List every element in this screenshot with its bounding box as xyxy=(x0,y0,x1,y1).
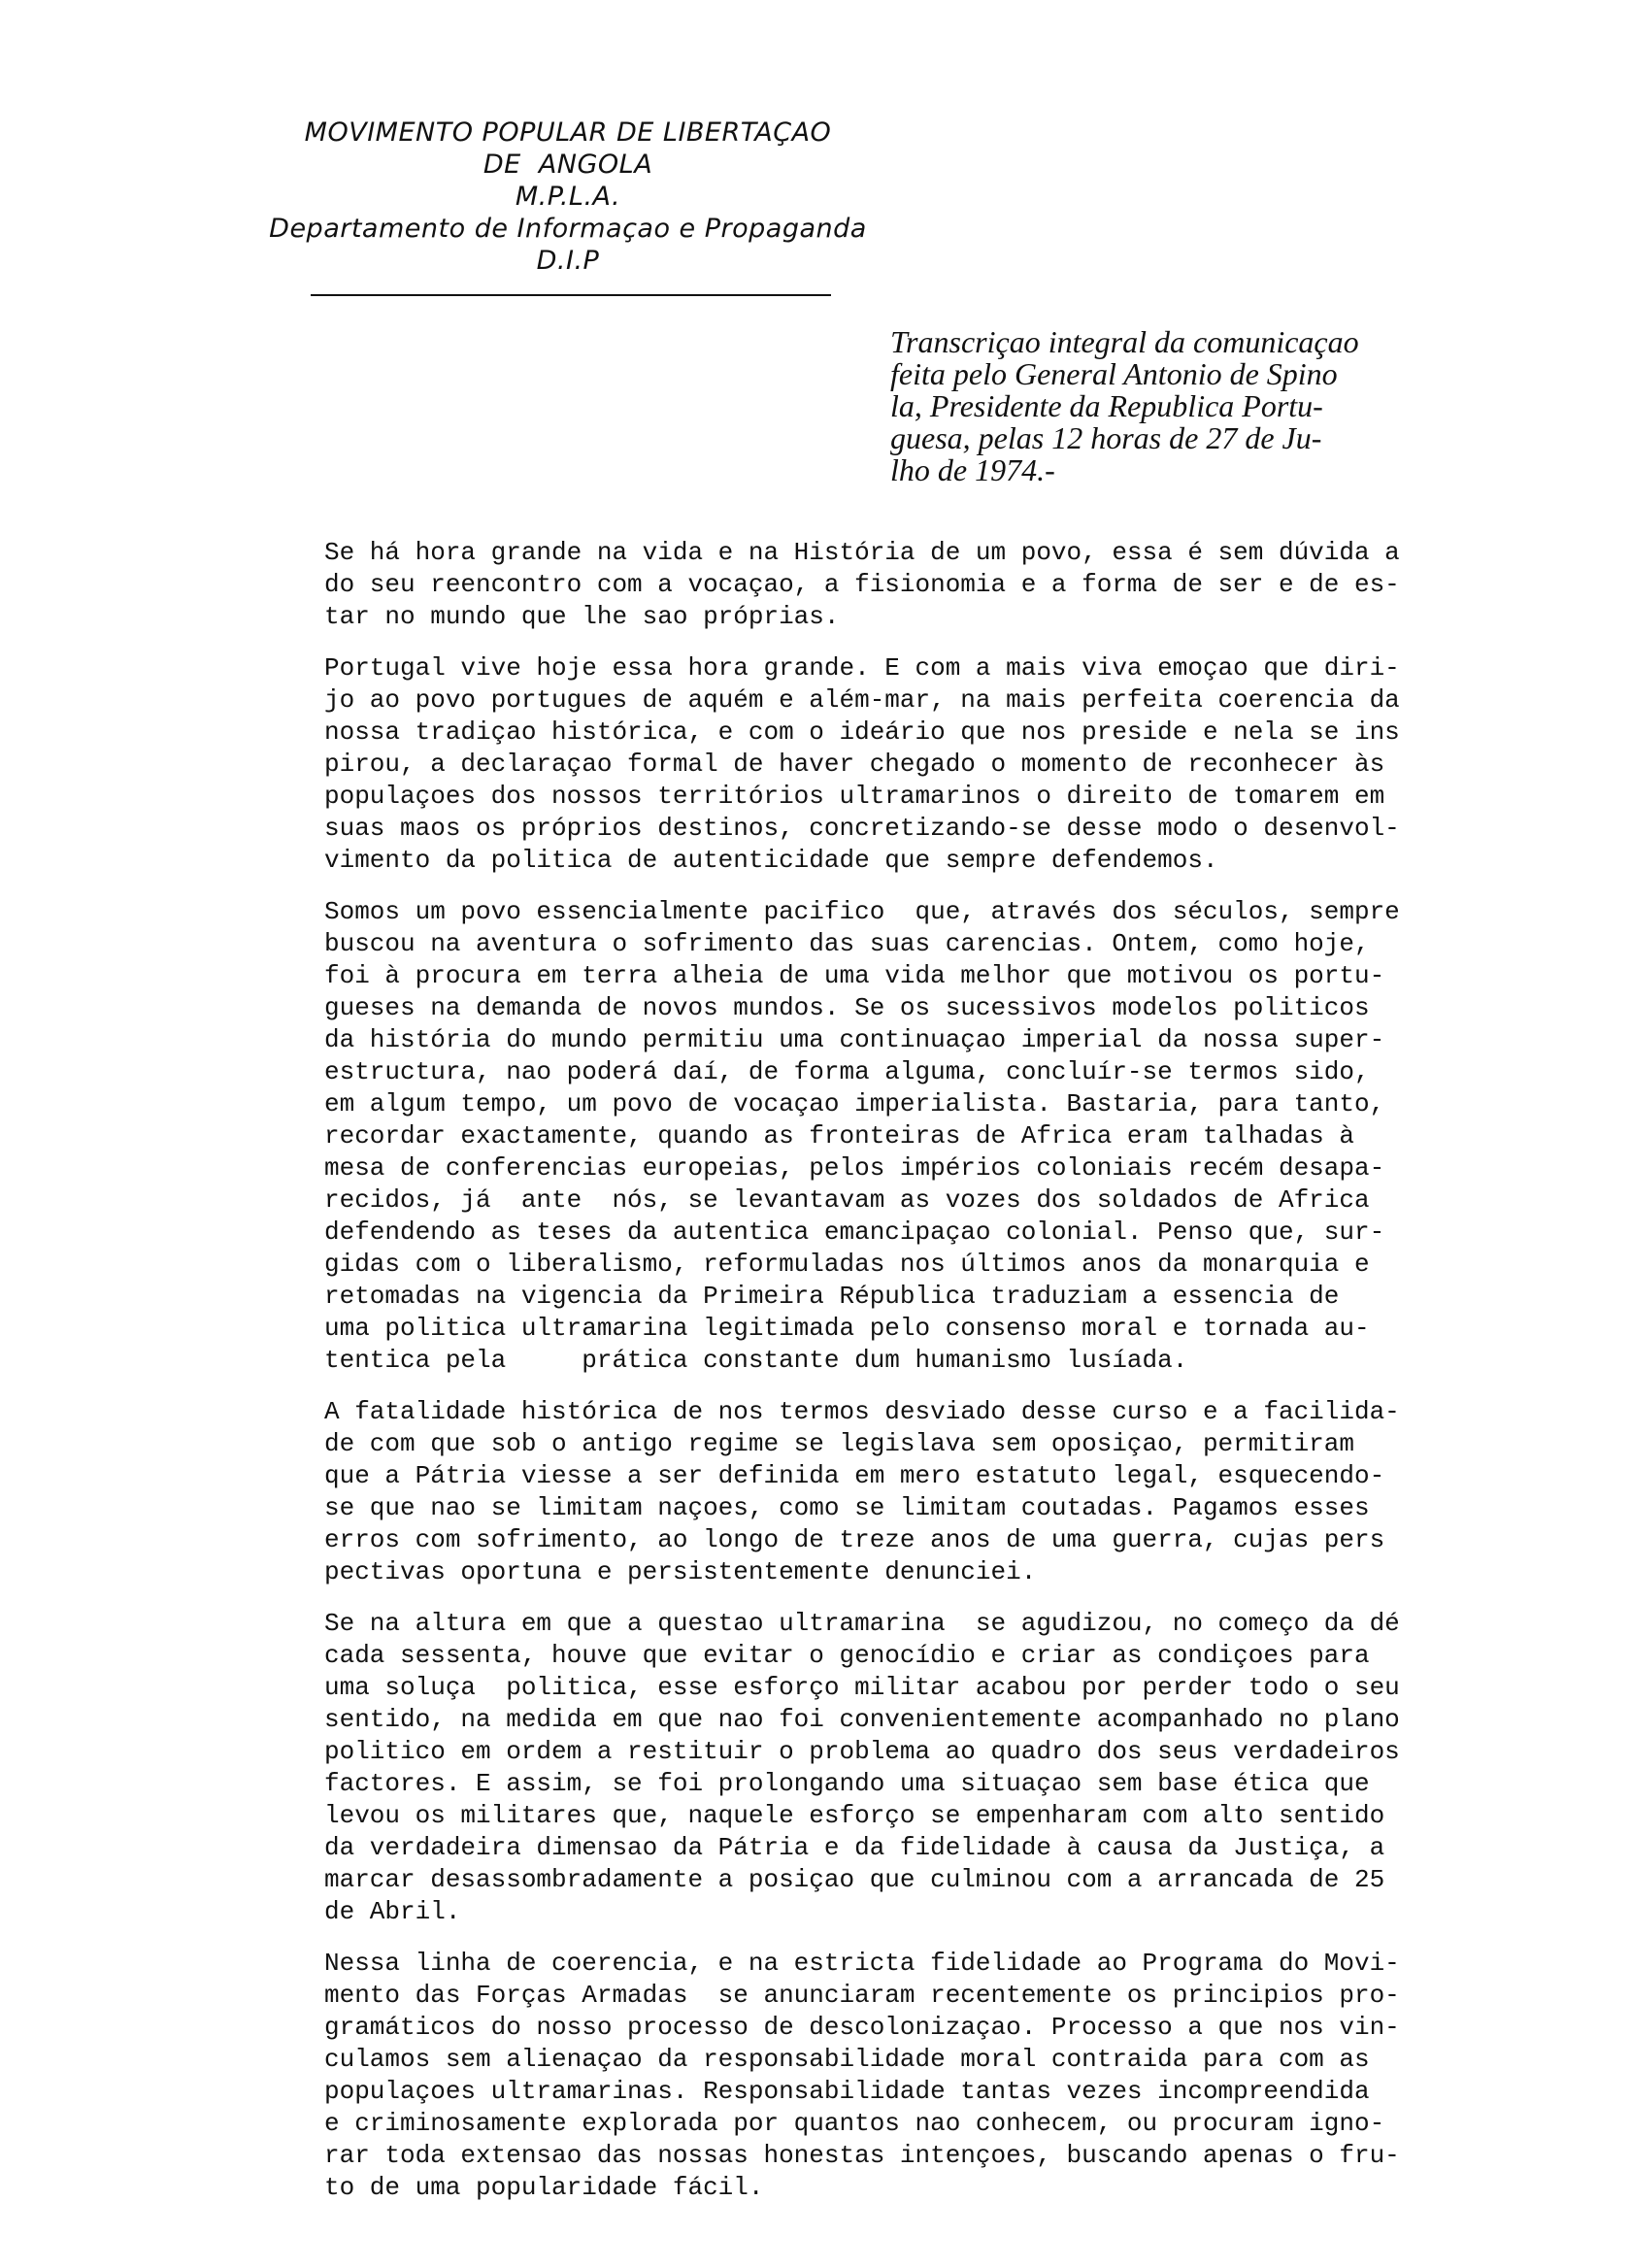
paragraph-line: levou os militares que, naquele esforço se empenharam com alto sentido xyxy=(324,1801,1385,1830)
paragraph-line: Nessa linha de coerencia, e na estricta fidelidade ao Programa do Movi- xyxy=(324,1949,1400,1978)
paragraph-line: tar no mundo que lhe sao próprias. xyxy=(324,602,840,631)
paragraph-line: culamos sem alienaçao da responsabilidade moral contraida para com as xyxy=(324,2045,1370,2074)
paragraph-line: suas maos os próprios destinos, concretizando-se desse modo o desenvol- xyxy=(324,814,1400,843)
paragraph-line: tentica pela prática constante dum humanismo lusíada. xyxy=(324,1346,1188,1375)
paragraph-line: defendendo as teses da autentica emancipaçao colonial. Penso que, sur- xyxy=(324,1217,1385,1247)
paragraph-line: Se há hora grande na vida e na História de um povo, essa é sem dúvida a xyxy=(324,538,1400,567)
paragraph-line: de Abril. xyxy=(324,1897,461,1926)
paragraph-line: buscou na aventura o sofrimento das suas carencias. Ontem, como hoje, xyxy=(324,929,1370,958)
letterhead-line: Departamento de Informaçao e Propaganda xyxy=(269,214,867,244)
paragraph-line: cada sessenta, houve que evitar o genocídio e criar as condiçoes para xyxy=(324,1641,1370,1670)
note-line: Transcriçao integral da comunicaçao xyxy=(890,324,1359,359)
paragraph xyxy=(324,1608,1586,1928)
paragraph-line: A fatalidade histórica de nos termos desviado desse curso e a facilida- xyxy=(324,1397,1400,1426)
paragraph-line: que a Pátria viesse a ser definida em mero estatuto legal, esquecendo- xyxy=(324,1461,1385,1490)
note-line: guesa, pelas 12 horas de 27 de Ju- xyxy=(890,420,1322,455)
paragraph-line: mesa de conferencias europeias, pelos impérios coloniais recém desapa- xyxy=(324,1153,1385,1183)
paragraph-line: estructura, nao poderá daí, de forma alguma, concluír-se termos sido, xyxy=(324,1057,1370,1086)
paragraph-line: e criminosamente explorada por quantos nao conhecem, ou procuram igno- xyxy=(324,2109,1385,2138)
paragraph-line: populaçoes dos nossos territórios ultramarinos o direito de tomarem em xyxy=(324,782,1385,811)
paragraph-line: gueses na demanda de novos mundos. Se os sucessivos modelos politicos xyxy=(324,993,1370,1022)
paragraph-line: rar toda extensao das nossas honestas intençoes, buscando apenas o fru- xyxy=(324,2141,1400,2170)
paragraph-line: pectivas oportuna e persistentemente denunciei. xyxy=(324,1557,1037,1586)
letterhead-line: M.P.L.A. xyxy=(515,182,621,212)
paragraph-line: recidos, já ante nós, se levantavam as vozes dos soldados de Africa xyxy=(324,1185,1370,1215)
paragraph-line: jo ao povo portugues de aquém e além-mar, na mais perfeita coerencia da xyxy=(324,685,1400,715)
paragraph-line: populaçoes ultramarinas. Responsabilidade tantas vezes incompreendida xyxy=(324,2077,1370,2106)
paragraph-line: gidas com o liberalismo, reformuladas nos últimos anos da monarquia e xyxy=(324,1250,1370,1279)
paragraph-line: sentido, na medida em que nao foi convenientemente acompanhado no plano xyxy=(324,1705,1400,1734)
paragraph-line: marcar desassombradamente a posiçao que culminou com a arrancada de 25 xyxy=(324,1865,1385,1894)
paragraph-line: politico em ordem a restituir o problema ao quadro dos seus verdadeiros xyxy=(324,1737,1400,1766)
letterhead-line: DE ANGOLA xyxy=(483,150,653,180)
paragraph-line: uma soluça politica, esse esforço militar acabou por perder todo o seu xyxy=(324,1673,1400,1702)
paragraph xyxy=(324,1396,1586,1588)
letterhead-divider xyxy=(311,294,831,296)
paragraph-line: mento das Forças Armadas se anunciaram recentemente os principios pro- xyxy=(324,1981,1400,2010)
paragraph-line: factores. E assim, se foi prolongando uma situaçao sem base ética que xyxy=(324,1769,1370,1798)
letterhead-line: D.I.P xyxy=(536,246,600,276)
paragraph-line: se que nao se limitam naçoes, como se limitam coutadas. Pagamos esses xyxy=(324,1493,1370,1522)
letterhead xyxy=(194,117,942,277)
letterhead-line: MOVIMENTO POPULAR DE LIBERTAÇAO xyxy=(304,117,832,148)
note-line: la, Presidente da Republica Portu- xyxy=(890,388,1323,423)
paragraph-line: de com que sob o antigo regime se legislava sem oposiçao, permitiram xyxy=(324,1429,1354,1458)
paragraph-line: da história do mundo permitiu uma continuaçao imperial da nossa super- xyxy=(324,1025,1385,1054)
paragraph-line: recordar exactamente, quando as fronteiras de Africa eram talhadas à xyxy=(324,1121,1354,1151)
paragraph-line: vimento da politica de autenticidade que sempre defendemos. xyxy=(324,846,1218,875)
paragraph-line: to de uma popularidade fácil. xyxy=(324,2173,764,2202)
paragraph-line: erros com sofrimento, ao longo de treze anos de uma guerra, cujas pers xyxy=(324,1525,1385,1554)
paragraph xyxy=(324,537,1586,633)
paragraph-line: do seu reencontro com a vocaçao, a fisionomia e a forma de ser e de es- xyxy=(324,570,1400,599)
note-line: lho de 1974.- xyxy=(890,452,1055,487)
paragraph-line: uma politica ultramarina legitimada pelo consenso moral e tornada au- xyxy=(324,1314,1370,1343)
paragraph-line: Somos um povo essencialmente pacifico que, através dos séculos, sempre xyxy=(324,897,1400,926)
paragraph-line: nossa tradiçao histórica, e com o ideário que nos preside e nela se ins xyxy=(324,717,1400,747)
paragraph-line: Se na altura em que a questao ultramarina se agudizou, no começo da dé xyxy=(324,1609,1400,1638)
paragraph-line: gramáticos do nosso processo de descolonizaçao. Processo a que nos vin- xyxy=(324,2013,1400,2042)
paragraph-line: retomadas na vigencia da Primeira Républica traduziam a essencia de xyxy=(324,1282,1340,1311)
document-body xyxy=(324,537,1586,2223)
paragraph-line: da verdadeira dimensao da Pátria e da fidelidade à causa da Justiça, a xyxy=(324,1833,1385,1862)
note-line: feita pelo General Antonio de Spino xyxy=(890,356,1338,391)
paragraph xyxy=(324,896,1586,1377)
paragraph xyxy=(324,652,1586,877)
transcription-note xyxy=(890,326,1359,486)
paragraph xyxy=(324,1948,1586,2204)
paragraph-line: em algum tempo, um povo de vocaçao imperialista. Bastaria, para tanto, xyxy=(324,1089,1385,1118)
paragraph-line: pirou, a declaraçao formal de haver chegado o momento de reconhecer às xyxy=(324,750,1385,779)
paragraph-line: foi à procura em terra alheia de uma vida melhor que motivou os portu- xyxy=(324,961,1385,990)
paragraph-line: Portugal vive hoje essa hora grande. E com a mais viva emoçao que diri- xyxy=(324,653,1400,683)
